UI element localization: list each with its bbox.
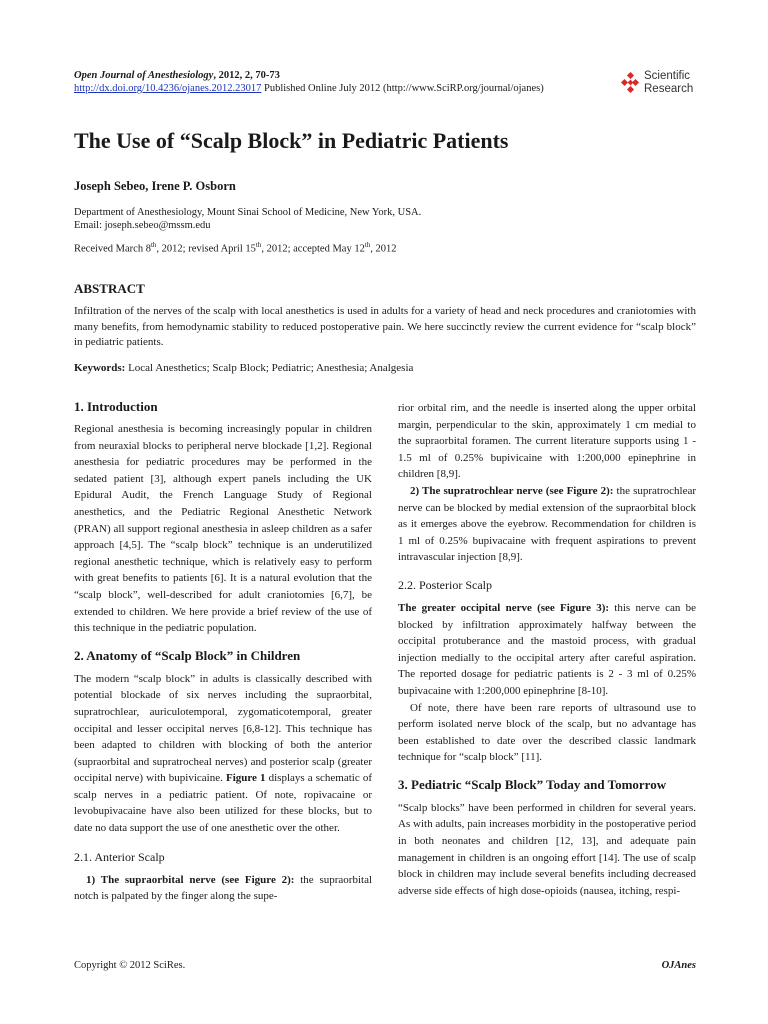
year: , 2012 — [370, 243, 397, 255]
affiliation: Department of Anesthesiology, Mount Sinai School of Medicine, New York, USA. — [74, 207, 422, 218]
section-heading-anatomy: 2. Anatomy of “Scalp Block” in Children — [74, 647, 301, 663]
logo-text-line1: Scientific — [644, 70, 691, 82]
ordinal-suffix: th — [255, 241, 262, 249]
paper-title: The Use of “Scalp Block” in Pediatric Patients — [74, 128, 509, 153]
scientific-research-logo — [620, 70, 700, 100]
occipital-text: this nerve can be blocked by infiltration approximately halfway between the occipital protuberance and the mastoid process, with gradual injection medially to the occipital artery after careful aspiration. The reported dosage for pediatric patients is 2 - 3 ml of 0.25% bupivacaine with 1:200,000 epinephrine [8-10]. — [398, 601, 696, 697]
journal-abbreviation: OJAnes — [661, 960, 696, 971]
figure-reference: Figure 1 — [225, 772, 266, 785]
right-column — [398, 400, 696, 899]
left-column — [74, 398, 372, 905]
subsection-heading-anterior-scalp: 2.1. Anterior Scalp — [74, 849, 165, 864]
subsection-heading-posterior-scalp: 2.2. Posterior Scalp — [398, 577, 492, 592]
occipital-paragraph — [398, 600, 696, 700]
logo-text-line2: Research — [644, 83, 694, 95]
supraorbital-paragraph — [74, 872, 372, 905]
section-heading-introduction: 1. Introduction — [74, 399, 158, 414]
pediatric-today-paragraph: “Scalp blocks” have been performed in children for several years. As with adults, pain increases morbidity in the postoperative period in both neonates and children [12, 13], and adequate pain management in children is an ongoing effort [14]. The use of scalp block in children may include several benefits including decreased adverse side effects of high dose-opioids (nausea, itching, respi- — [398, 801, 696, 897]
abstract-text: Infiltration of the nerves of the scalp with local anesthetics is used in adults for a variety of head and neck procedures and craniotomies with many benefits, from hemodynamic stability to reduced postoperative pain. We here succinctly review the current evidence for “scalp block” in pediatric patients. — [74, 305, 696, 348]
anatomy-paragraph — [74, 671, 372, 837]
authors: Joseph Sebeo, Irene P. Osborn — [74, 179, 236, 193]
supratrochlear-text: the supratrochlear nerve can be blocked by medial extension of the supraorbital block as it emerges above the eyebrow. Recommendation for children is 1 ml of 0.25% bupivacaine with frequent aspirations to prevent intravascular injection [8,9]. — [398, 484, 696, 564]
journal-name: Open Journal of Anesthesiology — [74, 70, 214, 81]
supraorbital-text: the supraorbital notch is palpated by the finger along the supe- — [74, 873, 373, 903]
section-heading-pediatric-today: 3. Pediatric “Scalp Block” Today and Tomorrow — [398, 776, 667, 792]
supratrochlear-label: 2) The supratrochlear nerve (see Figure 2): — [410, 484, 614, 497]
published-online: Published Online July 2012 (http://www.SciRP.org/journal/ojanes) — [261, 83, 544, 94]
anatomy-text: The modern “scalp block” in adults is classically described with potential blockade of six nerves including the supraorbital, supratrochlear, auriculotemporal, zygomaticotemporal, greater occipital and lesser occipital nerves [6,8-12]. This technique has been adapted to children with blocking of both the anterior (supraorbital and supratrocheal nerves) and posterior scalp (greater occipital nerve) with bupivicaine. — [74, 672, 372, 785]
abstract-heading: ABSTRACT — [74, 281, 145, 296]
email: Email: joseph.sebeo@mssm.edu — [74, 220, 211, 231]
journal-citation — [74, 70, 280, 81]
doi-line — [74, 83, 544, 94]
supratrochlear-paragraph — [398, 483, 696, 566]
supraorbital-label: 1) The supraorbital nerve (see Figure 2): — [86, 873, 295, 886]
received-date: Received March 8 — [74, 243, 151, 255]
anatomy-text-cont: displays a schematic of scalp nerves in a pediatric patient. Of note, ropivacaine or levobupivacaine have also been utilized for these blocks, but to date no data support the use of one anesthetic over the other. — [74, 772, 372, 835]
revised-date: , 2012; revised April 15 — [156, 243, 256, 255]
keywords — [74, 362, 413, 374]
publisher-logo-icon — [620, 72, 640, 96]
keywords-label: Keywords: — [74, 362, 126, 374]
copyright-notice: Copyright © 2012 SciRes. — [74, 960, 186, 971]
supraorbital-continued: rior orbital rim, and the needle is inserted along the upper orbital margin, perpendicular to the skin, approximately 1 cm medial to the supraorbital foramen. The current literature supports using 1 - 1.5 ml of 0.25% bupivicaine with 1:200,000 epinephrine in children [8,9]. — [398, 402, 696, 481]
occipital-label: The greater occipital nerve (see Figure 3): — [398, 601, 610, 614]
keywords-list: Local Anesthetics; Scalp Block; Pediatric; Anesthesia; Analgesia — [125, 362, 414, 374]
ordinal-suffix: th — [150, 241, 157, 249]
ordinal-suffix: th — [364, 241, 371, 249]
citation-volume: , 2012, 2, 70-73 — [213, 70, 280, 81]
introduction-paragraph: Regional anesthesia is becoming increasingly popular in children from neuraxial blocks to peripheral nerve blockade [1,2]. Regional anesthesia for pediatric procedures may be performed in the sedated patient [3], although expert panels including the UK Epidural Audit, the French Language Study of Regional anesthetics, and the Pediatric Regional Anesthetic Network (PRAN) all support regional anesthesia in asleep children as a safer approach [4,5]. The “scalp block” technique is an underutilized regional anesthetic technique, which is relatively easy to perform with great benefits to patients [6]. It is a natural evolution that the “scalp block”, well-described for adult craniotomies [6,7], be extended to children. We here provide a brief review of the use of this technique in the pediatric population. — [74, 423, 372, 635]
accepted-date: , 2012; accepted May 12 — [261, 243, 365, 255]
doi-link[interactable]: http://dx.doi.org/10.4236/ojanes.2012.23017 — [74, 83, 262, 94]
affiliation-block — [74, 206, 421, 232]
received-dates — [74, 241, 397, 255]
ultrasound-paragraph: Of note, there have been rare reports of ultrasound use to perform isolated nerve block of the scalp, but no advantage has been established to date over the described classic landmark technique for “scalp block” [11]. — [398, 701, 696, 764]
